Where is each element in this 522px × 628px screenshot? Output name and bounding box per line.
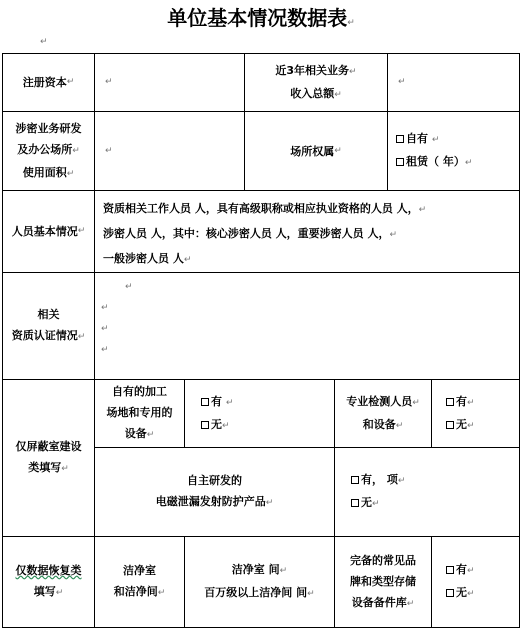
personnel-details[interactable] (95, 191, 520, 273)
checkbox-icon[interactable] (351, 476, 359, 484)
personnel-line: 涉密人员 人，其中：核心涉密人员 人，重要涉密人员 人，↵ (103, 227, 398, 240)
checkbox-icon[interactable] (446, 589, 454, 597)
spares-yes-option[interactable]: 有↵ (446, 559, 475, 582)
site-ownership-options (388, 112, 520, 191)
inspection-no-option[interactable]: 无↵ (446, 414, 475, 437)
recovery-label: 仅数据恢复类 填写↵ (2, 537, 95, 628)
checkbox-icon[interactable] (446, 566, 454, 574)
paragraph-mark: ↵ (40, 37, 48, 47)
checkbox-icon[interactable] (396, 158, 404, 166)
ownership-own-option[interactable]: 自有 ↵ (396, 128, 472, 151)
facility-yes-option[interactable]: 有 ↵ (201, 391, 233, 414)
shielding-inspection-label: 专业检测人员↵ 和设备↵ (335, 380, 432, 448)
certification-value[interactable]: ↵ ↵ ↵ ↵ (95, 273, 520, 380)
site-ownership-label: 场所权属 ↵ (245, 112, 388, 191)
checkbox-icon[interactable] (351, 499, 359, 507)
personnel-label: 人员基本情况 ↵ (2, 191, 95, 273)
form-title: 单位基本情况数据表↵ (167, 6, 355, 30)
site-area-label: 涉密业务研发 及办公场所↵ 使用面积↵ (2, 112, 95, 191)
shielding-facility-label: 自有的加工 场地和专用的 设备↵ (95, 380, 185, 448)
revenue-label: 近3年相关业务↵ 收入总额↵ (245, 53, 388, 112)
clean-room-counts[interactable]: 洁净室 间↵ 百万级以上洁净间 间↵ (185, 537, 335, 628)
certification-label: 相关 资质认证情况↵ (2, 273, 95, 380)
ownership-rent-option[interactable]: 租赁（ 年）↵ (396, 151, 472, 174)
spares-no-option[interactable]: 无↵ (446, 582, 475, 605)
checkbox-icon[interactable] (446, 421, 454, 429)
facility-no-option[interactable]: 无↵ (201, 414, 233, 437)
site-area-value[interactable]: ↵ (95, 112, 245, 191)
shielding-product-options (335, 448, 520, 537)
checkbox-icon[interactable] (446, 398, 454, 406)
revenue-value[interactable]: ↵ (388, 53, 520, 112)
registered-capital-label: 注册资本 ↵ (2, 53, 95, 112)
registered-capital-value[interactable]: ↵ (95, 53, 245, 112)
shielding-inspection-options (432, 380, 520, 448)
shielding-facility-options (185, 380, 335, 448)
personnel-line: 资质相关工作人员 人，具有高级职称或相应执业资格的人员 人，↵ (103, 202, 427, 215)
shielding-label: 仅屏蔽室建设 类填写↵ (2, 380, 95, 537)
checkbox-icon[interactable] (396, 135, 404, 143)
data-table (2, 53, 520, 628)
shielding-product-label: 自主研发的 电磁泄漏发射防护产品↵ (95, 448, 335, 537)
inspection-yes-option[interactable]: 有↵ (446, 391, 475, 414)
spares-library-options (432, 537, 520, 628)
personnel-line: 一般涉密人员 人↵ (103, 252, 192, 265)
product-yes-option[interactable]: 有， 项↵ (351, 469, 405, 492)
product-no-option[interactable]: 无↵ (351, 492, 405, 515)
spares-library-label: 完备的常见品 牌和类型存储 设备备件库↵ (335, 537, 432, 628)
checkbox-icon[interactable] (201, 421, 209, 429)
checkbox-icon[interactable] (201, 398, 209, 406)
clean-room-label: 洁净室 和洁净间↵ (95, 537, 185, 628)
